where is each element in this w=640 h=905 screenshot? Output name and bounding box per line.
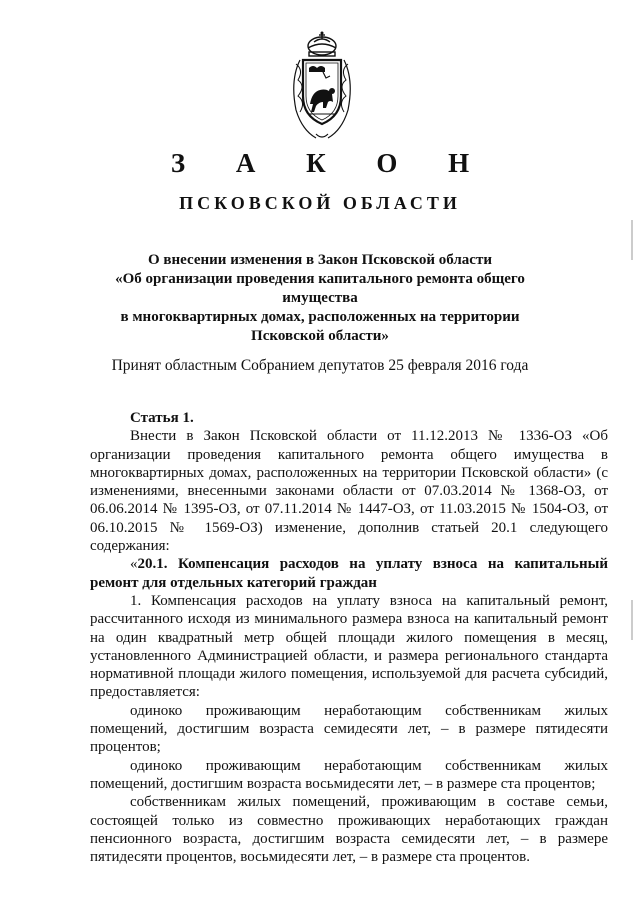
law-subject xyxy=(90,251,550,346)
subject-line-1: О внесении изменения в Закон Псковской области xyxy=(148,252,492,268)
list-item-3: собственникам жилых помещений, проживающим в составе семьи, состоящей только из совместно проживающих неработающих граждан пенсионного возраста, достигшим возраста семидесяти лет, – в размере пятидесяти процентов, восьмидесяти лет, – в размере ста процентов. xyxy=(90,794,608,866)
adoption-note: Принят областным Собранием депутатов 25 февраля 2016 года xyxy=(111,357,529,374)
document-body xyxy=(90,409,608,866)
new-section-heading xyxy=(90,555,608,592)
subject-line-3: в многоквартирных домах, расположенных на территории xyxy=(120,309,520,325)
article-intro: Внести в Закон Псковской области от 11.12.2013 № 1336-ОЗ «Об организации проведения капитального ремонта общего имущества в многоквартирных домах, расположенных на территории Псковской области» (с изменениями, внесенными законами области от 07.03.2014 № 1368-ОЗ, от 06.06.2014 № 1395-ОЗ, от 07.11.2014 № 1447-ОЗ, от 11.03.2015 № 1504-ОЗ, от 06.10.2015 № 1569-ОЗ) изменение, дополнив статьей 20.1 следующего содержания: xyxy=(90,428,608,555)
coat-of-arms-emblem xyxy=(286,30,358,142)
list-item-2: одиноко проживающим неработающим собственникам жилых помещений, достигшим возраста восьмидесяти лет, – в размере ста процентов; xyxy=(90,757,608,792)
opening-quote: « xyxy=(130,556,138,573)
region-title: ПСКОВСКОЙ ОБЛАСТИ xyxy=(179,193,461,213)
article-heading: Статья 1. xyxy=(130,410,194,426)
subject-line-2: «Об организации проведения капитального ремонта общего имущества xyxy=(115,271,525,306)
law-title: З А К О Н xyxy=(170,148,492,178)
scan-edge-mark xyxy=(630,0,634,905)
subject-line-4: Псковской области» xyxy=(251,328,389,344)
new-section-title: 20.1. Компенсация расходов на уплату взноса на капитальный ремонт для отдельных категорий граждан xyxy=(90,556,608,591)
list-item-1: одиноко проживающим неработающим собственникам жилых помещений, достигшим возраста семидесяти лет, – в размере пятидесяти процентов; xyxy=(90,702,608,756)
point-1: 1. Компенсация расходов на уплату взноса на капитальный ремонт, рассчитанного исходя из минимального размера взноса на капитальный ремонт на один квадратный метр общей площади жилого помещения в месяц, установленного Администрацией области, и размера регионального стандарта нормативной площади жилого помещения, используемой для расчета субсидий, предоставляется: xyxy=(90,592,608,701)
